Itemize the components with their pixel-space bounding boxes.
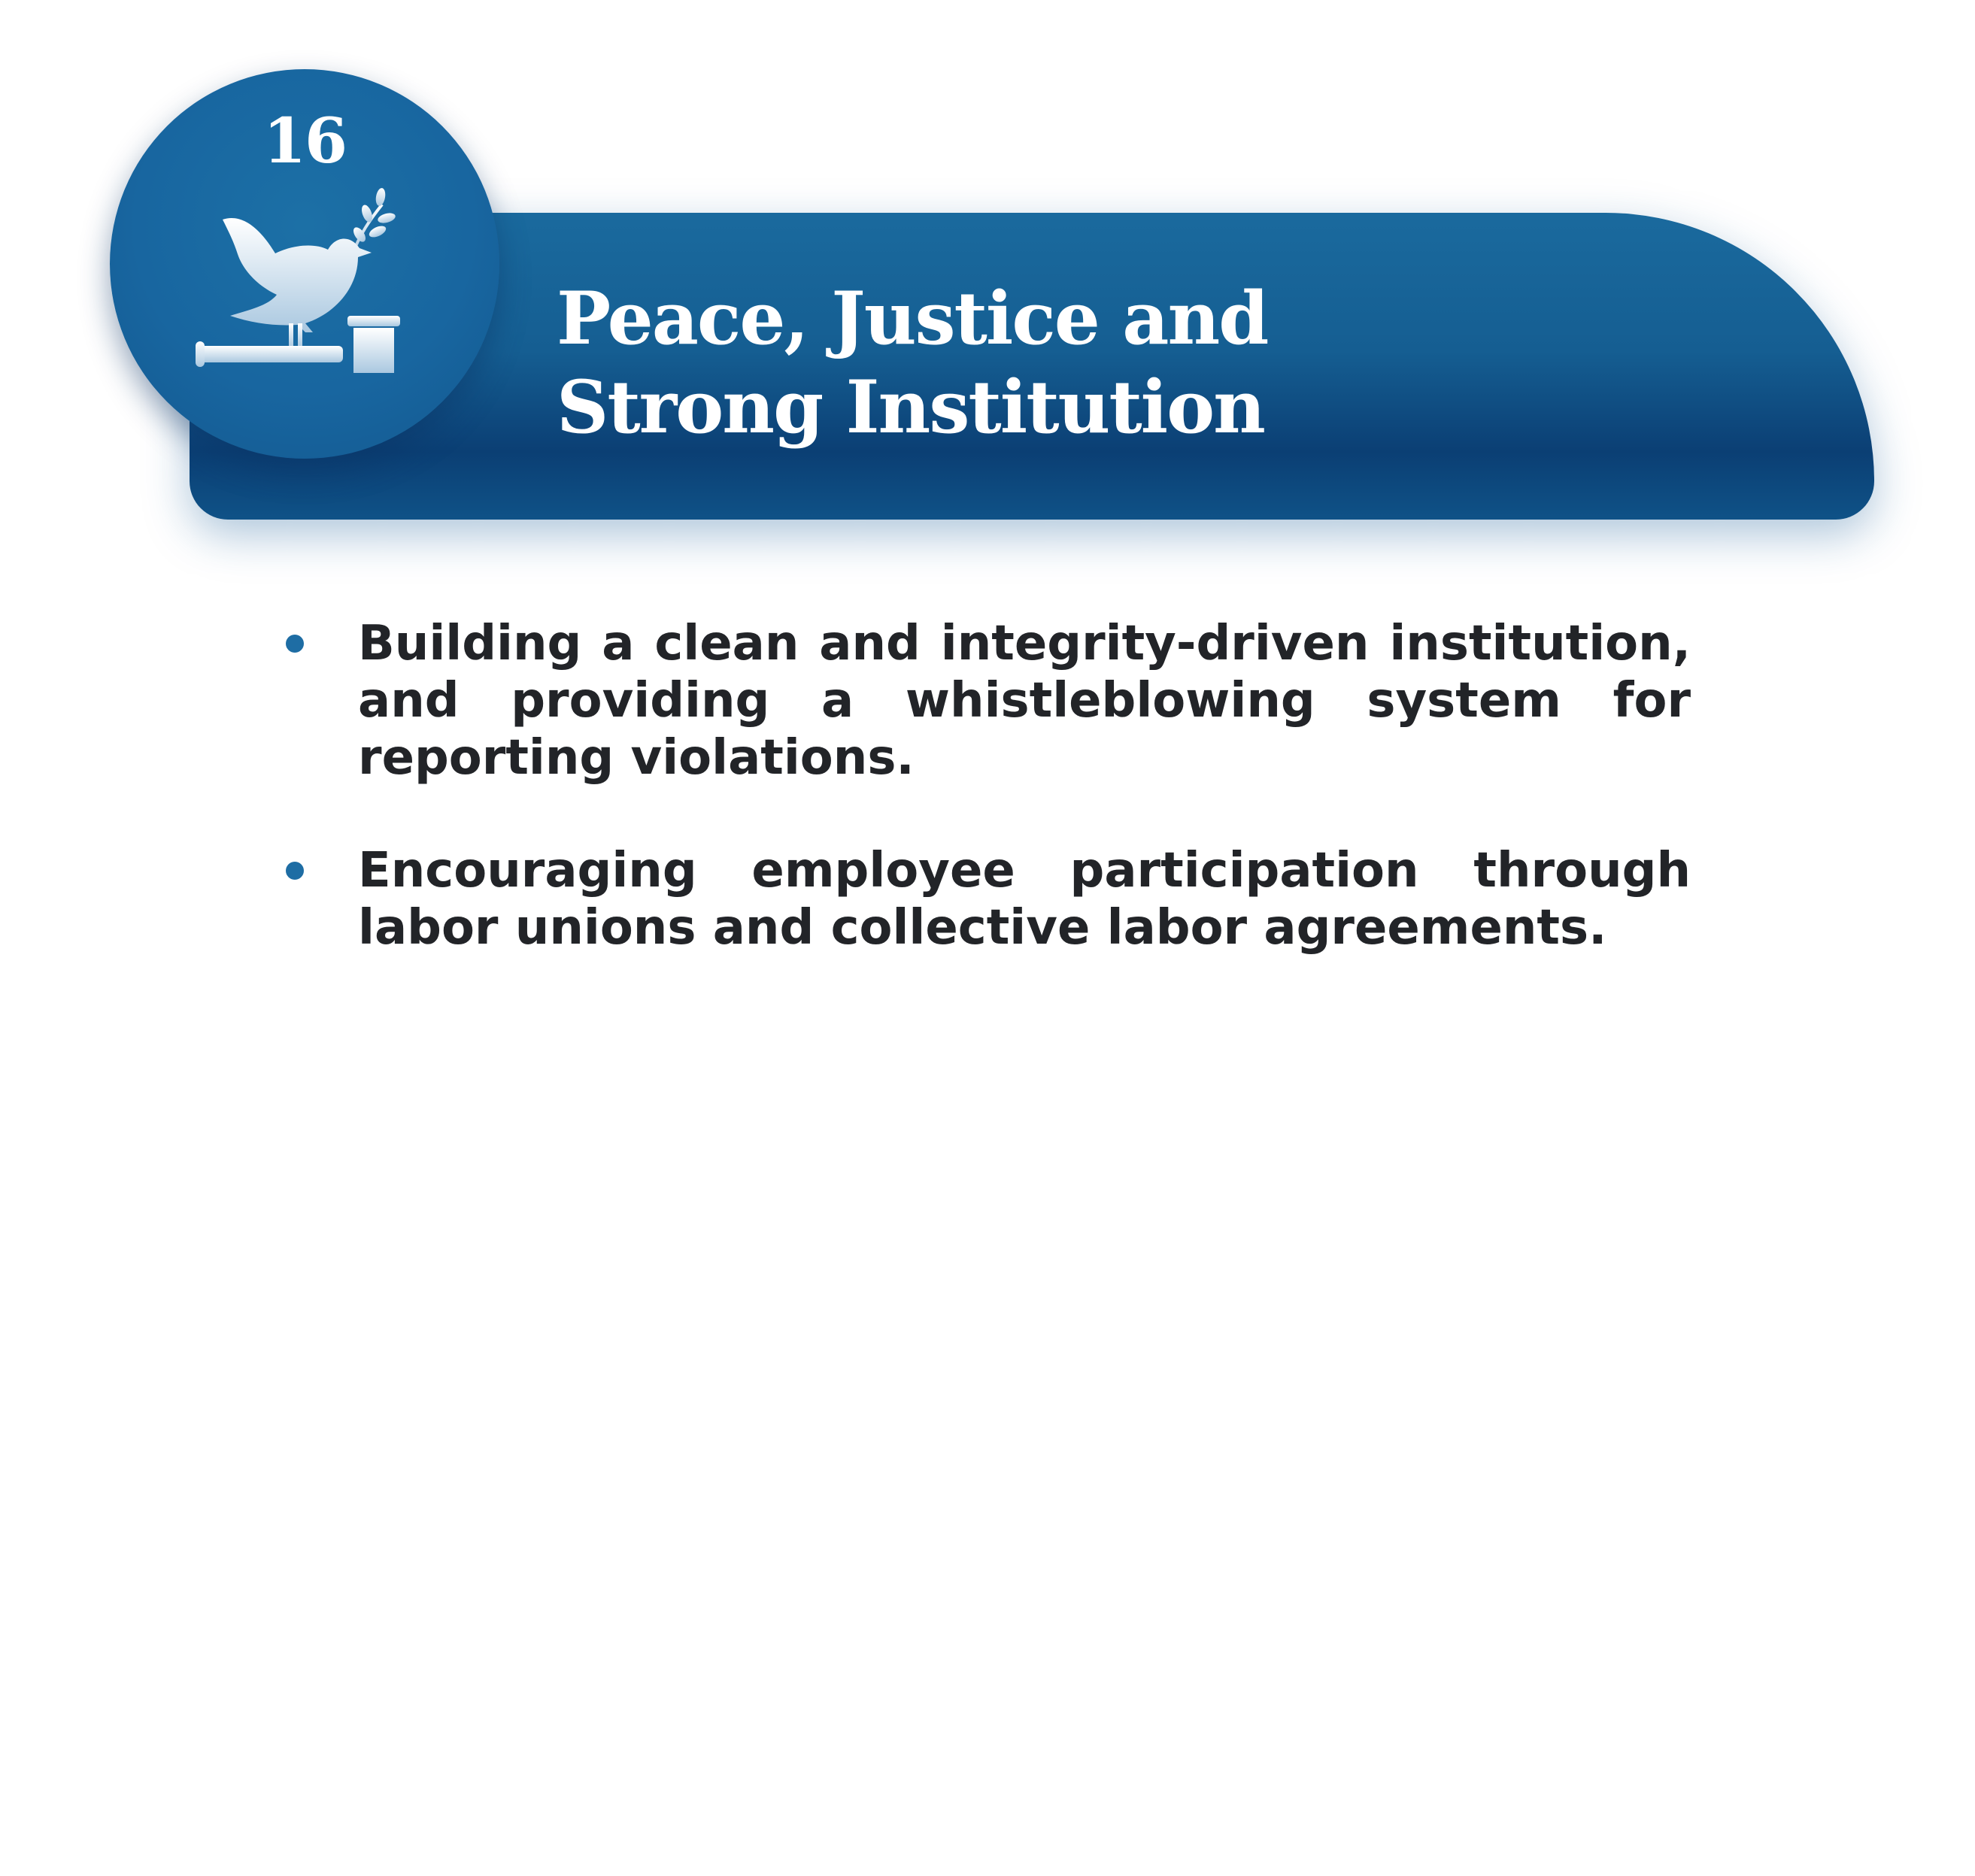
list-item <box>278 615 1691 786</box>
list-item <box>278 842 1691 956</box>
dove-with-gavel-icon <box>193 182 418 377</box>
title-line-2: Strong Institution <box>557 365 1264 450</box>
page-title <box>557 274 1267 452</box>
bullet-dot <box>286 635 304 653</box>
list-item-text: Encouraging employee participation through labor unions and collective labor agreements. <box>358 843 1691 956</box>
list-item-text: Building a clean and integrity-driven institution, and providing a whistleblowing system for reporting violations. <box>358 616 1691 786</box>
bullet-list <box>278 615 1691 1012</box>
goal-badge <box>110 69 499 459</box>
bullet-dot <box>286 862 304 880</box>
title-line-1: Peace, Justice and <box>557 276 1268 361</box>
goal-number: 16 <box>262 105 347 177</box>
